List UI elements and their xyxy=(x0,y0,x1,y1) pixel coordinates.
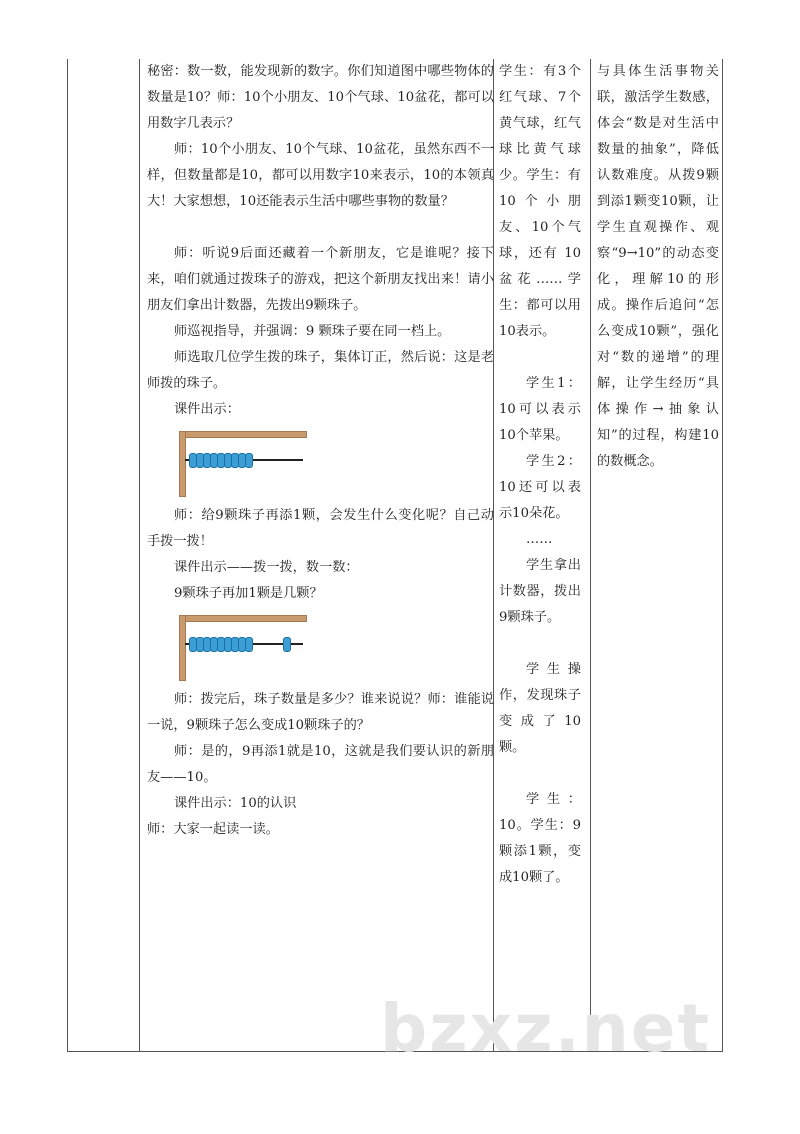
teacher-paragraph: 师：是的，9再添1就是10，这就是我们要认识的新朋友——10。 xyxy=(147,744,494,785)
abacus-frame-left xyxy=(179,615,186,681)
teacher-paragraph: 师：给9颗珠子再添1颗，会发生什么变化呢？自己动手拨一拨！ xyxy=(147,508,494,549)
abacus-frame-top xyxy=(179,615,307,622)
student-paragraph: 学生拿出计数器，拨出9颗珠子。 xyxy=(499,558,581,625)
intent-paragraph: 与具体生活事物关联，激活学生数感，体会“数是对生活中数量的抽象”，降低认数难度。从拨9颗到添1颗变10颗，让学生直观操作、观察“9→10”的动态变化，理解10的形成。操作后追问“怎么变成10颗”，强化对“数的递增”的理解，让学生经历“具体操作→抽象认知”的过程，构建10的数概念。 xyxy=(597,64,719,469)
teacher-paragraph: 课件出示： xyxy=(174,402,240,417)
student-paragraph: …… xyxy=(526,532,553,547)
table-border-right xyxy=(722,59,723,1052)
table-divider-1 xyxy=(139,59,140,1052)
abacus-ten-beads xyxy=(179,615,309,681)
student-paragraph: 学生：10。学生：9颗添1颗，变成10颗了。 xyxy=(499,792,581,885)
abacus-bead xyxy=(283,637,291,652)
student-paragraph: 学生1：10可以表示10个苹果。 xyxy=(499,376,581,443)
abacus-bead xyxy=(245,453,253,468)
teacher-paragraph: 课件出示——拨一拨，数一数： xyxy=(174,560,359,575)
abacus-frame-top xyxy=(179,431,307,438)
teacher-paragraph: 师巡视指导，并强调：9 颗珠子要在同一档上。 xyxy=(174,324,451,339)
table-border-left xyxy=(67,59,68,1052)
table-divider-3 xyxy=(590,59,591,1052)
teacher-paragraph: 师：听说9后面还藏着一个新朋友，它是谁呢？接下来，咱们就通过拨珠子的游戏，把这个新朋友找出来！请小朋友们拿出计数器，先拨出9颗珠子。 xyxy=(147,246,494,313)
design-intent-column xyxy=(597,59,719,475)
lesson-table xyxy=(67,59,723,1052)
student-paragraph: 学生：有3个红气球、7个黄气球，红气球比黄气球少。学生：有10个小朋友、10个气球，还有 10 盆花……学生：都可以用10表示。 xyxy=(499,64,581,339)
teacher-paragraph: 9颗珠子再加1颗是几颗？ xyxy=(174,586,323,601)
abacus-frame-left xyxy=(179,431,186,497)
teacher-paragraph: 师选取几位学生拨的珠子，集体订正，然后说：这是老师拨的珠子。 xyxy=(147,350,494,391)
teacher-paragraph: 师：10个小朋友、10个气球、10盆花，虽然东西不一样，但数量都是10，都可以用数字10来表示，10的本领真大！大家想想，10还能表示生活中哪些事物的数量？ xyxy=(147,142,494,209)
student-paragraph: 学生操作，发现珠子变成了10颗。 xyxy=(499,662,581,755)
teacher-paragraph: 师：大家一起读一读。 xyxy=(147,822,279,837)
student-activity-column xyxy=(499,59,581,891)
abacus-bead xyxy=(245,637,253,652)
watermark-text: bzxz.net xyxy=(380,990,712,1067)
abacus-nine-beads xyxy=(179,431,309,497)
teacher-activity-column xyxy=(145,59,494,843)
student-paragraph: 学生2：10还可以表示10朵花。 xyxy=(499,454,581,521)
teacher-paragraph: 师：拨完后，珠子数量是多少？谁来说说？师：谁能说一说，9颗珠子怎么变成10颗珠子的？ xyxy=(147,692,494,733)
teacher-paragraph: 秘密：数一数，能发现新的数字。你们知道图中哪些物体的数量是10？师：10个小朋友、10个气球、10盆花，都可以用数字几表示？ xyxy=(147,64,494,131)
teacher-paragraph: 课件出示：10的认识 xyxy=(174,796,297,811)
